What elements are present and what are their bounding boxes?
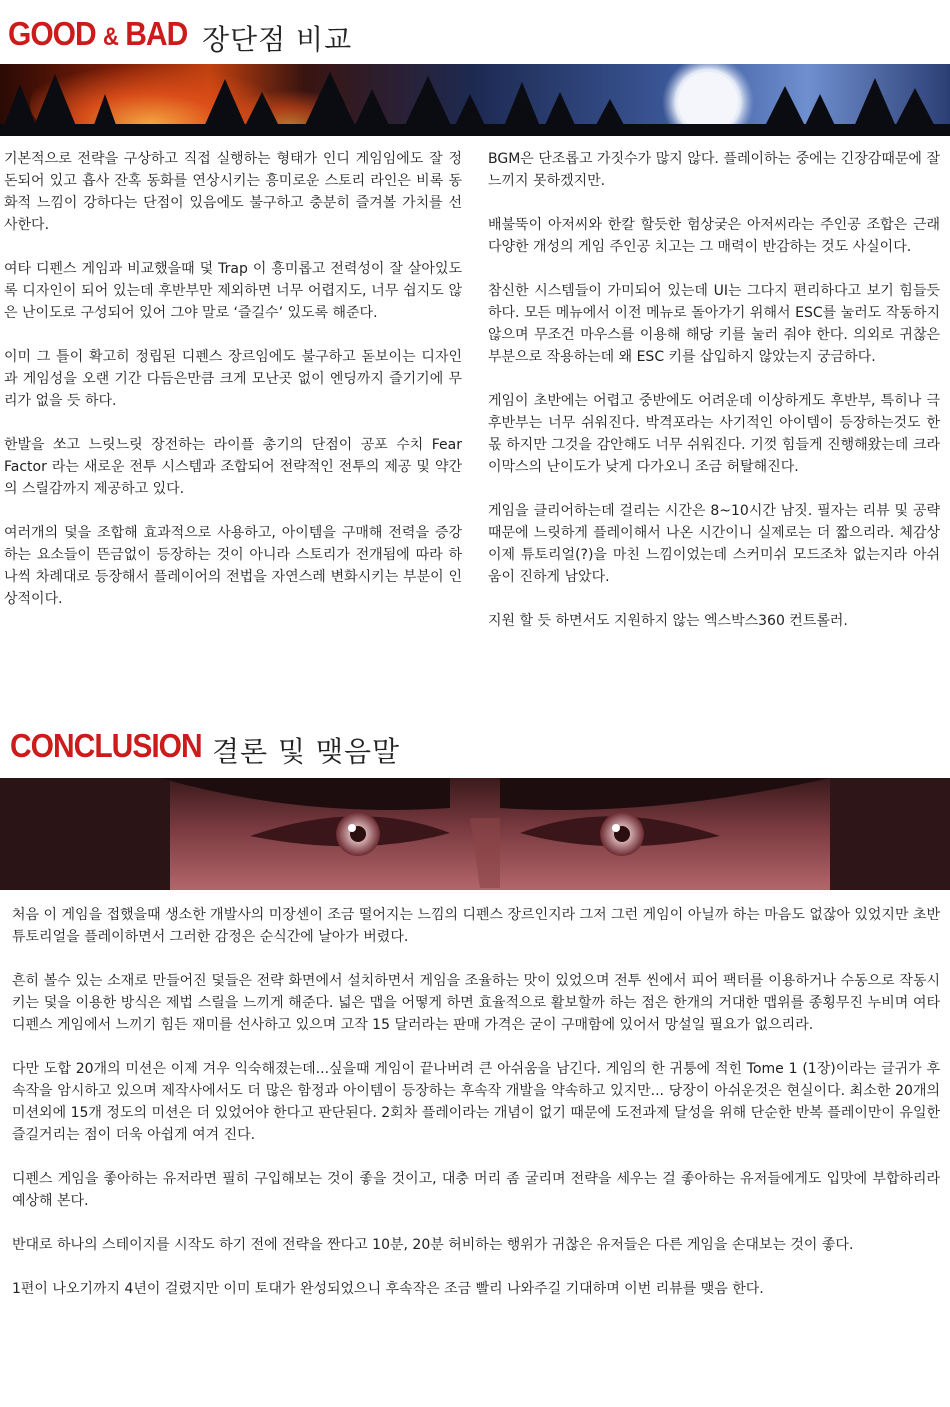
- bad-points-column: [488, 148, 940, 632]
- conclusion-paragraph: 처음 이 게임을 접했을때 생소한 개발사의 미장센이 조금 떨어지는 느낌의 디펜스 장르인지라 그저 그런 게임이 아닐까 하는 마음도 없잖아 있었지만 초반 튜토리얼을 플레이하면서 그러한 감정은 순식간에 날아가 버렸다.: [12, 907, 940, 945]
- good-bad-subtitle: 장단점 비교: [202, 23, 353, 56]
- bad-point: 참신한 시스템들이 가미되어 있는데 UI는 그다지 편리하다고 보기 힘들듯 하다. 모든 메뉴에서 이전 메뉴로 돌아가기 위해서 ESC를 눌러도 작동하지 않으며 무조건 마우스를 이용해 해당 키를 눌러 줘야 한다. 의외로 귀찮은 부분으로 작용하는데 왜 ESC 키를 삽입하지 않았는지 궁금하다.: [488, 283, 940, 365]
- forest-banner-image: [0, 64, 950, 136]
- good-point: 여러개의 덫을 조합해 효과적으로 사용하고, 아이템을 구매해 전력을 증강하는 요소들이 뜬금없이 등장하는 것이 아니라 스토리가 전개됨에 따라 하나씩 차례대로 등장해서 플레이어의 전법을 자연스레 변화시키는 부분이 인상적이다.: [4, 525, 462, 607]
- conclusion-body: [12, 904, 940, 1322]
- good-point: 이미 그 틀이 확고히 정립된 디펜스 장르임에도 불구하고 돋보이는 디자인과 게임성을 오랜 기간 다듬은만큼 크게 모난곳 없이 엔딩까지 즐기기에 무리가 없을 듯 하다.: [4, 349, 462, 409]
- good-point: 여타 디펜스 게임과 비교했을때 덫 Trap 이 흥미롭고 전력성이 잘 살아있도록 디자인이 되어 있는데 후반부만 제외하면 너무 어렵지도, 너무 쉽지도 않은 난이도로 구성되어 있어 그야 말로 ‘즐길수’ 있도록 해준다.: [4, 261, 462, 321]
- conclusion-paragraph: 반대로 하나의 스테이지를 시작도 하기 전에 전략을 짠다고 10분, 20분 허비하는 행위가 귀찮은 유저들은 다른 게임을 손대보는 것이 좋다.: [12, 1237, 854, 1253]
- amp-label: &: [103, 22, 118, 51]
- good-point: 한발을 쏘고 느릿느릿 장전하는 라이플 총기의 단점이 공포 수치 Fear Factor 라는 새로운 전투 시스템과 조합되어 전략적인 전투의 제공 및 약간의 스릴감까지 제공하고 있다.: [4, 437, 462, 497]
- bad-point: 게임이 초반에는 어렵고 중반에도 어려운데 이상하게도 후반부, 특히나 극 후반부는 너무 쉬워진다. 박격포라는 사기적인 아이템이 등장하는것도 한몫 하지만 그것을 감안해도 너무 쉬워진다. 기껏 힘들게 진행해왔는데 크라이막스의 난이도가 낮게 다가오니 조금 허탈해진다.: [488, 393, 940, 475]
- conclusion-paragraph: 다만 도합 20개의 미션은 이제 겨우 익숙해졌는데...싶을때 게임이 끝나버려 큰 아쉬움을 남긴다. 게임의 한 귀퉁에 적힌 Tome 1 (1장)이라는 글귀가 후속작을 암시하고 있으며 제작사에서도 더 많은 함정과 아이템이 등장하는 후속작 개발을 약속하고 있지만... 당장이 아쉬운것은 현실이다. 최소한 20개의 미션외에 15개 정도의 미션은 더 있었어야 한다고 판단된다. 2회차 플레이라는 개념이 없기 때문에 도전과제 달성을 위해 단순한 반복 플레이만이 유일한 즐길거리는 점이 더욱 아쉽게 여겨 진다.: [12, 1061, 940, 1143]
- eyes-banner-image: [0, 778, 950, 890]
- forest-fire-night-banner: [0, 64, 950, 136]
- good-bad-header: [0, 16, 950, 68]
- conclusion-header: [0, 728, 950, 780]
- bad-label: BAD: [125, 16, 188, 53]
- conclusion-subtitle: 결론 및 맺음말: [212, 735, 401, 768]
- conclusion-paragraph: 디펜스 게임을 좋아하는 유저라면 필히 구입해보는 것이 좋을 것이고, 대충 머리 좀 굴리며 전략을 세우는 걸 좋아하는 유저들에게도 입맛에 부합하리라 예상해 본다.: [12, 1171, 940, 1209]
- bad-point: 게임을 클리어하는데 걸리는 시간은 8~10시간 남짓. 필자는 리뷰 및 공략 때문에 느릿하게 플레이해서 나온 시간이니 실제로는 더 짧으리라. 체감상 이제 튜토리얼(?)을 마친 느낌이었는데 스커미쉬 모드조차 없는지라 아쉬움이 진하게 남았다.: [488, 503, 940, 585]
- good-label: GOOD: [8, 16, 96, 53]
- good-bad-tag: [8, 16, 187, 54]
- bad-point: BGM은 단조롭고 가짓수가 많지 않다. 플레이하는 중에는 긴장감때문에 잘 느끼지 못하겠지만.: [488, 151, 940, 189]
- eyes-closeup-banner: [0, 778, 950, 890]
- conclusion-paragraph: 1편이 나오기까지 4년이 걸렸지만 이미 토대가 완성되었으니 후속작은 조금 빨리 나와주길 기대하며 이번 리뷰를 맺음 한다.: [12, 1281, 764, 1297]
- good-point: 기본적으로 전략을 구상하고 직접 실행하는 형태가 인디 게임임에도 잘 정돈되어 있고 흡사 잔혹 동화를 연상시키는 흥미로운 스토리 라인은 비록 동화적 느낌이 강하다는 단점이 있음에도 불구하고 충분히 즐겨볼 가치를 선사한다.: [4, 151, 462, 233]
- bad-point: 배불뚝이 아저씨와 한칼 할듯한 험상궂은 아저씨라는 주인공 조합은 근래 다양한 개성의 게임 주인공 치고는 그 매력이 반감하는 것도 사실이다.: [488, 217, 940, 255]
- conclusion-tag: CONCLUSION: [10, 728, 202, 765]
- bad-point: 지원 할 듯 하면서도 지원하지 않는 엑스박스360 컨트롤러.: [488, 613, 848, 629]
- conclusion-paragraph: 흔히 볼수 있는 소재로 만들어진 덫들은 전략 화면에서 설치하면서 게임을 조율하는 맛이 있었으며 전투 씬에서 피어 팩터를 이용하거나 수동으로 작동시키는 덫을 이용한 방식은 제법 스릴을 느끼게 해준다. 넓은 맵을 어떻게 하면 효율적으로 활보할까 하는 점은 한개의 거대한 맵위를 종횡무진 누비며 여타 디펜스 게임에서 느끼기 힘든 재미를 선사하고 있으며 고작 15 달러라는 판매 가격은 굳이 구매함에 있어서 망설일 필요가 없으리라.: [12, 973, 940, 1033]
- good-points-column: [4, 148, 462, 610]
